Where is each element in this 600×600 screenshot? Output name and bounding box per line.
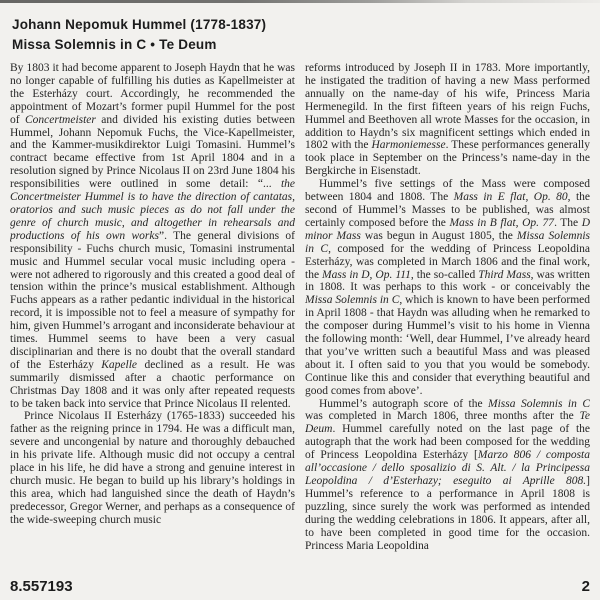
paragraph: Hummel’s autograph score of the Missa Solemnis in C was completed in March 1806, three months after the Te Deum. Hummel carefully noted on the last page of the autograph that the work had been composed for the wedding of Princess Leopoldina Esterházy [Marzo 806 / composta all’occasione / dello sposalizio di S. Alt. / la Principessa Leopoldina / d’Esterhazy; eseguito ai Aprille 808.] Hummel’s reference to a performance in April 1808 is puzzling, since surely the work was performed as intended during the wedding celebrations in 1806. It appears, after all, to have been completed in good time for the occasion. Princess Maria Leopoldina	[305, 397, 590, 552]
composer-title: Johann Nepomuk Hummel (1778-1837)	[12, 17, 267, 32]
page-footer	[10, 578, 590, 595]
right-column	[305, 62, 590, 579]
page-header	[0, 0, 600, 55]
paragraph: Prince Nicolaus II Esterházy (1765-1833) succeeded his father as the reigning prince in 1794. He was a difficult man, severe and uncongenial by nature and thoroughly debauched in his private life. Although music did not occupy a central place in his life, he did have a strong and genuine interest in church music. He began to build up his library’s holdings in this area, which had languished since the death of Haydn’s predecessor, Gregor Werner, and perhaps as a consequence of the wide-sweeping church music	[10, 410, 295, 526]
paragraph: By 1803 it had become apparent to Joseph Haydn that he was no longer capable of fulfilling his duties as Kapellmeister at the Esterházy court. Accordingly, he recommended the appointment of Mozart’s former pupil Hummel for the post of Concertmeister and divided his existing duties between Hummel, Johann Nepomuk Fuchs, the Vice-Kapellmeister, and the Kammer-musikdirektor Luigi Tomasini. Hummel’s contract became effective from 1st April 1804 and in a resolution signed by Prince Nicolaus II on 23rd June 1804 his responsibilities were outlined in some detail: “... the Concertmeister Hummel is to have the direction of cantatas, oratorios and such music pieces as do not fall under the genre of church music, and altogether in rehearsals and productions of his own works”. The general divisions of responsibility - Fuchs church music, Tomasini instrumental music and Hummel secular vocal music including opera - were not adhered to rigorously and this created a good deal of tension within the prince’s musical establishment. Although Fuchs appears as a rather pedantic individual in the historical record, it is impossible not to feel a measure of sympathy for him, given Hummel’s arrogant and inconsiderate behaviour at times. Hummel seems to have been a very casual disciplinarian and there is no doubt that the overall standard of the Esterházy Kapelle declined as a result. He was summarily dismissed after a chaotic performance on Christmas Day 1808 and it was only after repeated requests to be taken back into service that Prince Nicolaus II relented.	[10, 62, 295, 410]
page-number: 2	[581, 578, 590, 595]
left-column	[10, 62, 295, 579]
paragraph: reforms introduced by Joseph II in 1783. More importantly, he instigated the tradition of having a new Mass performed annually on the name-day of his wife, Princess Maria Hermenegild. In the first fifteen years of his reign Fuchs, Hummel and Beethoven all wrote Masses for the occasion, in addition to Haydn’s six magnificent settings which ended in 1802 with the Harmoniemesse. These performances generally took place in September on the Princess’s name-day in the Bergkirche in Eisenstadt.	[305, 62, 590, 178]
paragraph: Hummel’s five settings of the Mass were composed between 1804 and 1808. The Mass in E flat, Op. 80, the second of Hummel’s Masses to be published, was almost certainly composed before the Mass in B flat, Op. 77. The D minor Mass was begun in August 1805, the Missa Solemnis in C, composed for the wedding of Princess Leopoldina Esterházy, was completed in March 1806 and the final work, the Mass in D, Op. 111, the so-called Third Mass, was written in 1808. It was perhaps to this work - or conceivably the Missa Solemnis in C, which is known to have been performed in April 1808 - that Haydn was alluding when he remarked to the composer during Hummel’s visit to his home in Vienna the following month: ‘Well, dear Hummel, I’ve already heard that you’ve written such a beautiful Mass and was pleased about it. I often said to you that you would be somebody. Continue like this and consider that everything beautiful and good comes from above’.	[305, 178, 590, 397]
work-title: Missa Solemnis in C • Te Deum	[12, 37, 217, 52]
text-columns	[0, 62, 600, 579]
catalog-number: 8.557193	[10, 578, 73, 595]
scan-edge	[0, 0, 600, 3]
